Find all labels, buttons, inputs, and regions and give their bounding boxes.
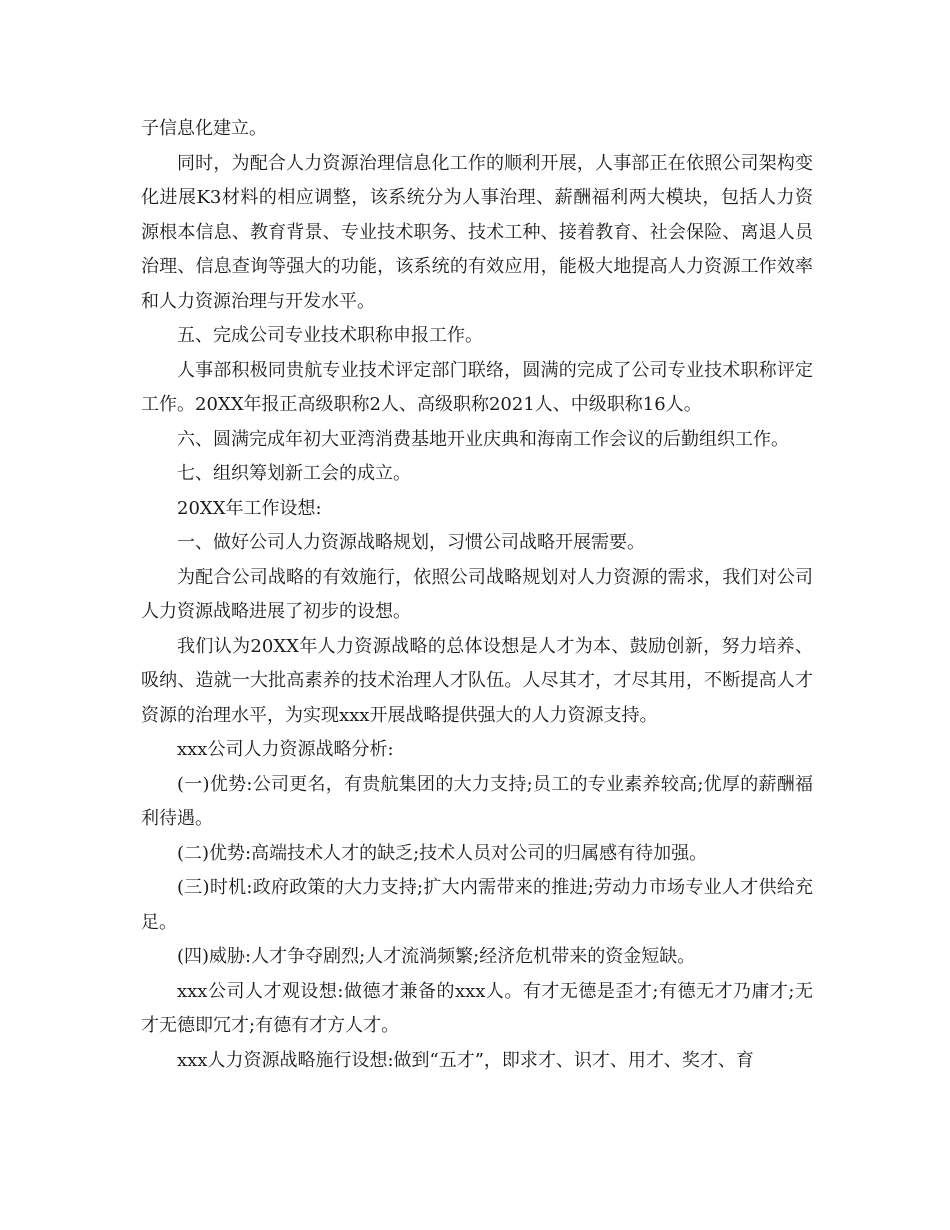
section-heading-work-plan: 20XX年工作设想: [177,497,322,519]
paragraph-weaknesses: (二)优势:高端技术人才的缺乏;技术人员对公司的归属感有待加强。 [177,842,708,864]
section-heading-swot: xxx公司人力资源战略分析: [177,739,394,760]
section-heading-hr-strategy: 一、做好公司人力资源战略规划，习惯公司战略开展需要。 [177,532,645,553]
section-heading-title-application: 五、完成公司专业技术职称申报工作。 [177,325,483,346]
section-heading-union: 七、组织筹划新工会的成立。 [177,463,411,484]
paragraph-continuation: 子信息化建立。 [141,118,267,139]
paragraph-strengths: (一)优势:公司更名，有贵航集团的大力支持;员工的专业素养较高;优厚的薪酬福利待遇。 [141,773,813,829]
paragraph-strategy-intro: 为配合公司战略的有效施行，依照公司战略规划对人力资源的需求，我们对公司人力资源战略进展了初步的设想。 [141,566,813,622]
paragraph-hr-informatization: 同时，为配合人力资源治理信息化工作的顺利开展，人事部正在依照公司架构变化进展K3材料的相应调整，该系统分为人事治理、薪酬福利两大模块，包括人力资源根本信息、教育背景、专业技术职务、技术工种、接着教育、社会保险、离退人员治理、信息查询等强大的功能，该系统的有效应用，能极大地提高人力资源工作效率和人力资源治理与开发水平。 [141,152,813,312]
paragraph-title-evaluation: 人事部积极同贵航专业技术评定部门联络，圆满的完成了公司专业技术职称评定工作。20XX年报正高级职称2人、高级职称2021人、中级职称16人。 [141,359,813,415]
paragraph-implementation: xxx人力资源战略施行设想:做到“五才”，即求才、识才、用才、奖才、育 [177,1049,754,1071]
paragraph-talent-view: xxx公司人才观设想:做德才兼备的xxx人。有才无德是歪才;有德无才乃庸才;无才无德即冗才;有德有才方人才。 [141,980,813,1036]
document-body [141,112,813,1078]
paragraph-strategy-overview: 我们认为20XX年人力资源战略的总体设想是人才为本、鼓励创新，努力培养、吸纳、造就一大批高素养的技术治理人才队伍。人尽其才，才尽其用，不断提高人才资源的治理水平，为实现xxx开展战略提供强大的人力资源支持。 [141,635,813,726]
paragraph-threats: (四)威胁:人才争夺剧烈;人才流淌频繁;经济危机带来的资金短缺。 [177,946,696,967]
paragraph-opportunities: (三)时机:政府政策的大力支持;扩大内需带来的推进;劳动力市场专业人才供给充足。 [141,877,813,933]
section-heading-logistics: 六、圆满完成年初大亚湾消费基地开业庆典和海南工作会议的后勤组织工作。 [177,428,789,450]
